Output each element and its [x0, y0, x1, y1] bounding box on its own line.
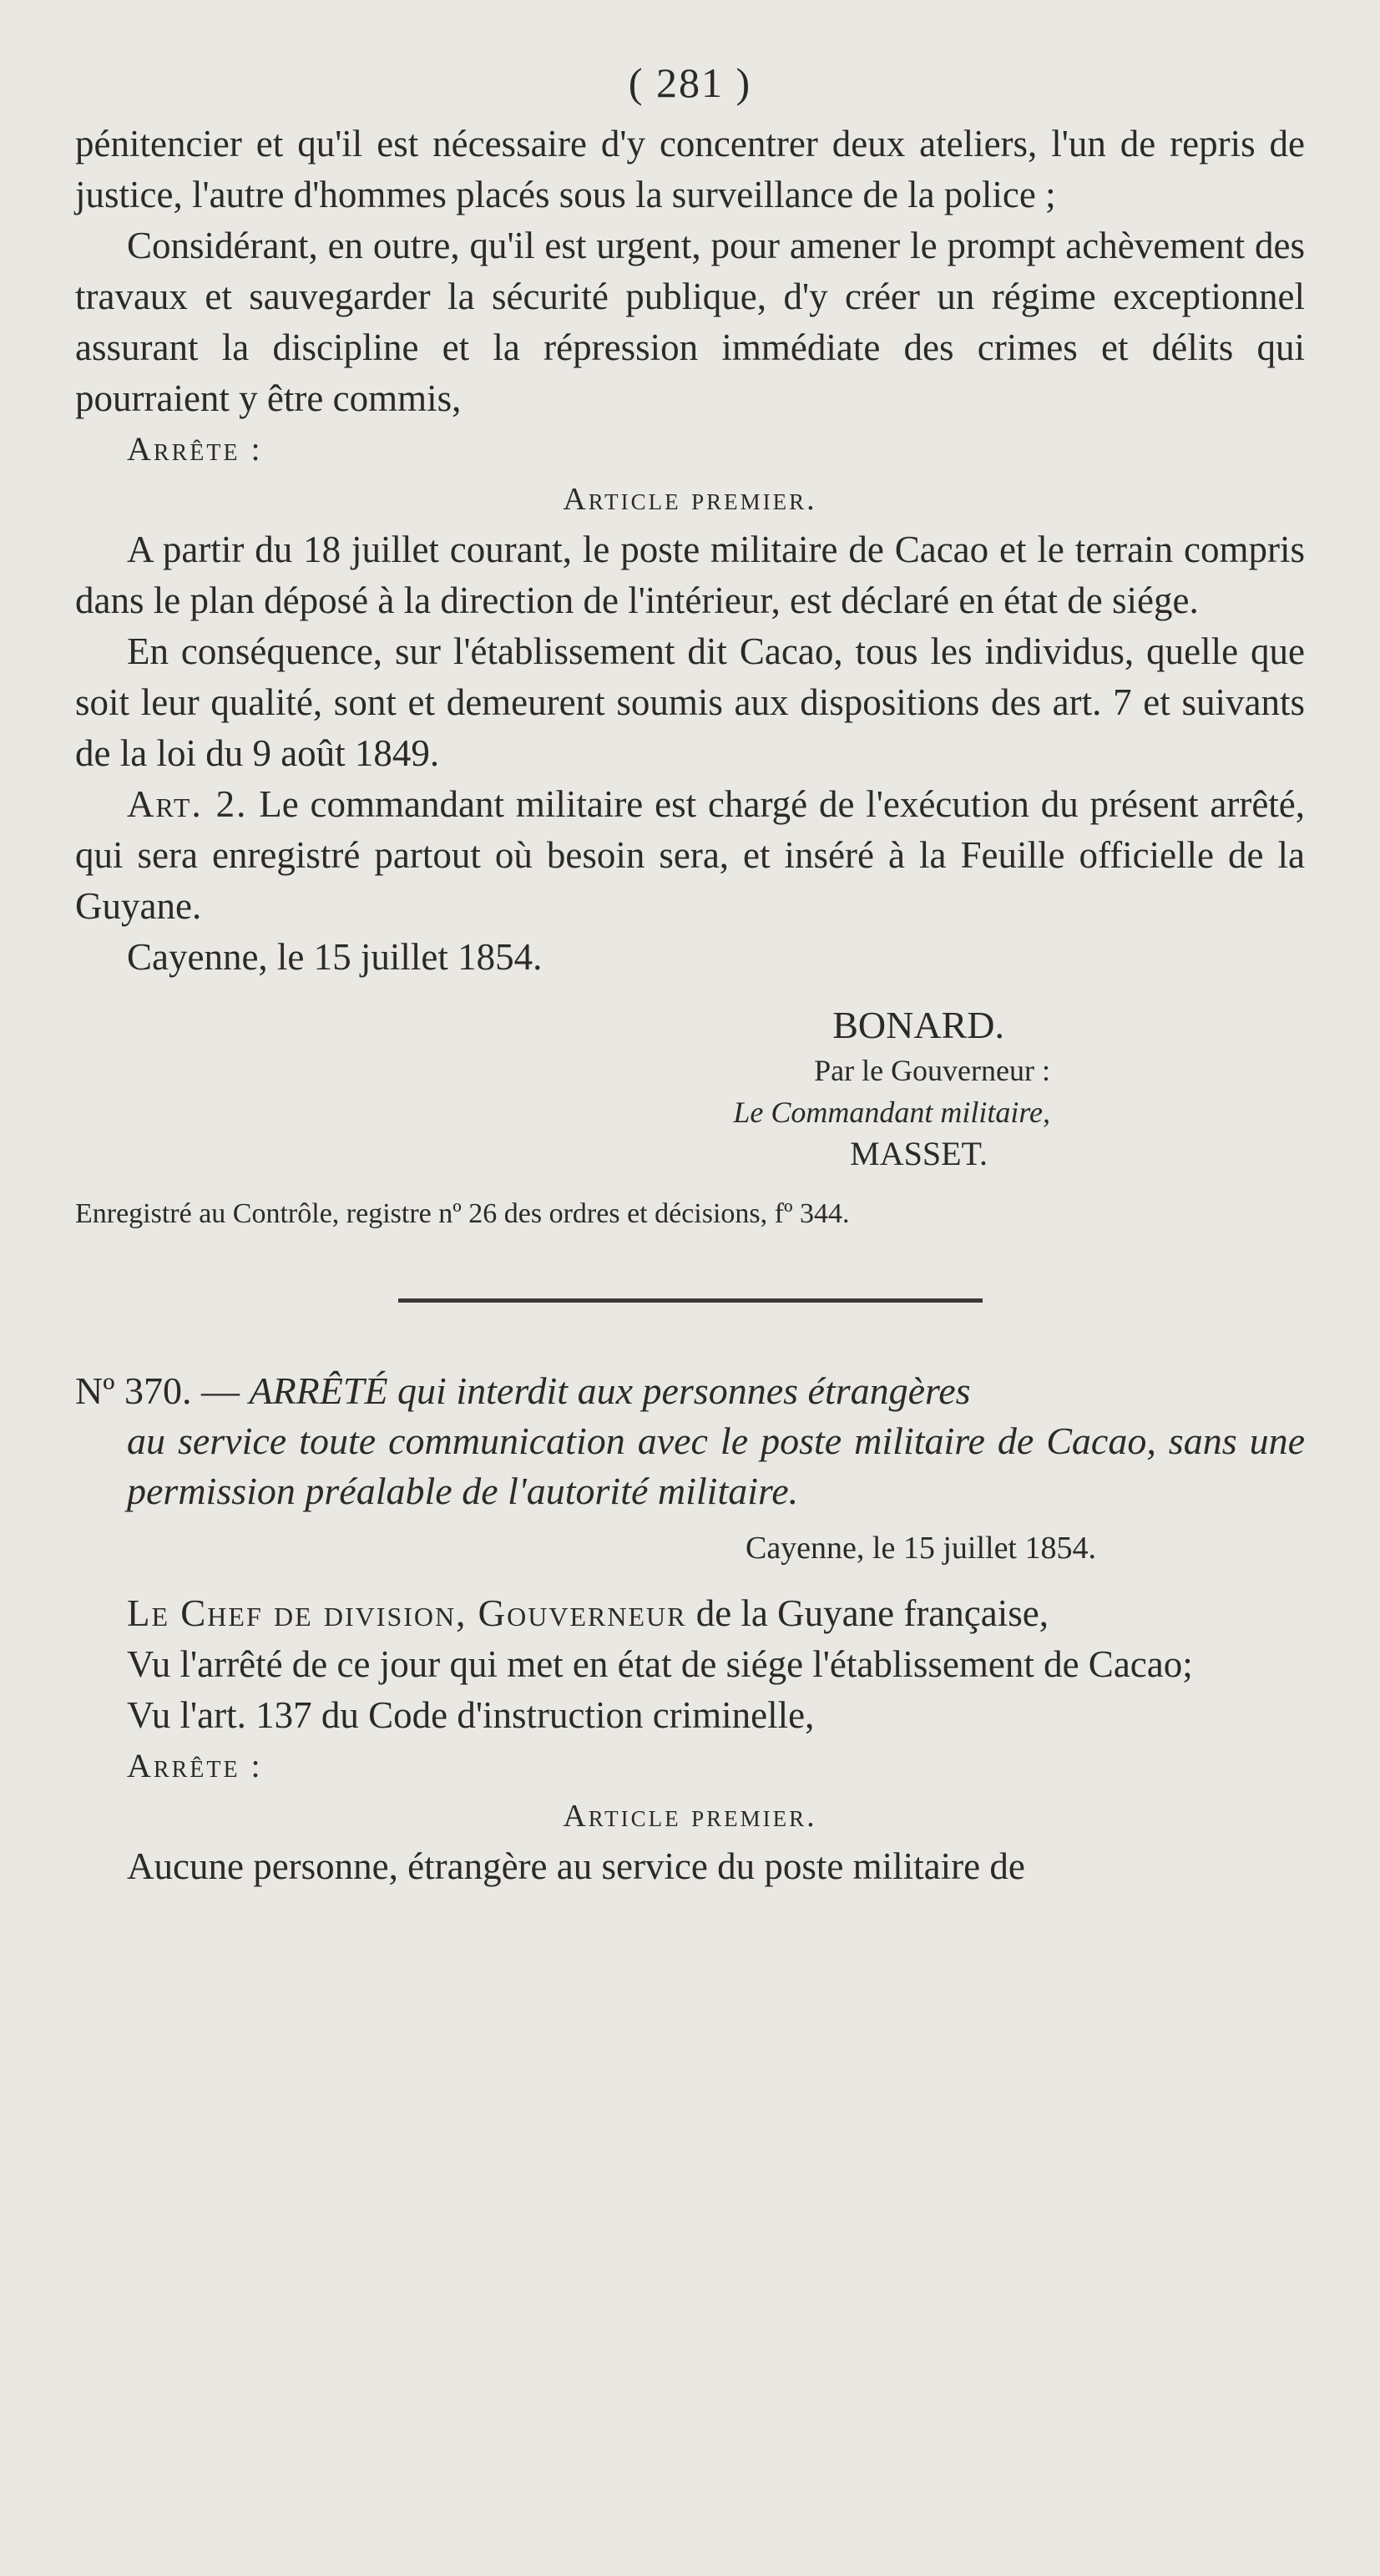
arrete-370-title [75, 1366, 1305, 1416]
vu-code-paragraph: Vu l'art. 137 du Code d'instruction criminelle, [127, 1694, 815, 1736]
par-le-gouverneur: Par le Gouverneur : [814, 1054, 1050, 1087]
commandant-name: MASSET. [850, 1135, 988, 1172]
place-date: Cayenne, le 15 juillet 1854. [127, 936, 543, 978]
arrete-370-article-heading: Article premier. [563, 1799, 817, 1834]
page-number: ( 281 ) [628, 59, 752, 106]
arrete-370-title-first: ARRÊTÉ qui interdit aux personnes étrangères [249, 1369, 971, 1412]
chef-de-division-line [75, 1588, 1305, 1639]
chef-title: Le Chef de division, Gouverneur [127, 1592, 687, 1634]
article-2-text: Le commandant militaire est chargé de l'exécution du présent arrêté, qui sera enregistré partout où besoin sera, et inséré à la Feuille officielle de la Guyane. [75, 783, 1306, 927]
consequence-paragraph: En conséquence, sur l'établissement dit Cacao, tous les individus, quelle que soit leur qualité, sont et demeurent soumis aux dispositions des art. 7 et suivants de la loi du 9 août 1849. [75, 630, 1305, 774]
arrete-370-arrete-label: Arrête : [127, 1747, 263, 1784]
article-premier-heading: Article premier. [563, 482, 817, 517]
article-2-label: Art. 2. [127, 783, 248, 825]
considerant-paragraph: Considérant, en outre, qu'il est urgent, pour amener le prompt achèvement des travaux et sauvegarder la sécurité publique, d'y créer un régime exceptionnel assurant la discipline et la répression immédiate des crimes et délits qui pourraient y être commis, [75, 225, 1305, 419]
intro-paragraph: pénitencier et qu'il est nécessaire d'y concentrer deux ateliers, l'un de repris de justice, l'autre d'hommes placés sous la surveillance de la police ; [75, 123, 1305, 215]
article-2-paragraph [75, 779, 1305, 932]
arrete-370-dateline: Cayenne, le 15 juillet 1854. [745, 1531, 1096, 1566]
arrete-370-article-paragraph: Aucune personne, étrangère au service du poste militaire de [127, 1845, 1025, 1887]
commandant-title: Le Commandant militaire, [733, 1096, 1050, 1129]
vu-arrete-paragraph: Vu l'arrêté de ce jour qui met en état de siége l'établissement de Cacao; [127, 1643, 1193, 1685]
arrete-370-number: Nº 370. — [75, 1369, 240, 1412]
section-separator [398, 1298, 983, 1303]
registration-note: Enregistré au Contrôle, registre nº 26 des ordres et décisions, fº 344. [75, 1198, 850, 1229]
chef-rest: de la Guyane française, [695, 1592, 1049, 1634]
signature: BONARD. [832, 1004, 1004, 1046]
article-premier-paragraph: A partir du 18 juillet courant, le poste militaire de Cacao et le terrain compris dans le plan déposé à la direction de l'intérieur, est déclaré en état de siége. [75, 529, 1305, 621]
arrete-label: Arrête : [127, 430, 263, 468]
arrete-370-title-rest: au service toute communication avec le poste militaire de Cacao, sans une permission préalable de l'autorité militaire. [127, 1420, 1305, 1512]
